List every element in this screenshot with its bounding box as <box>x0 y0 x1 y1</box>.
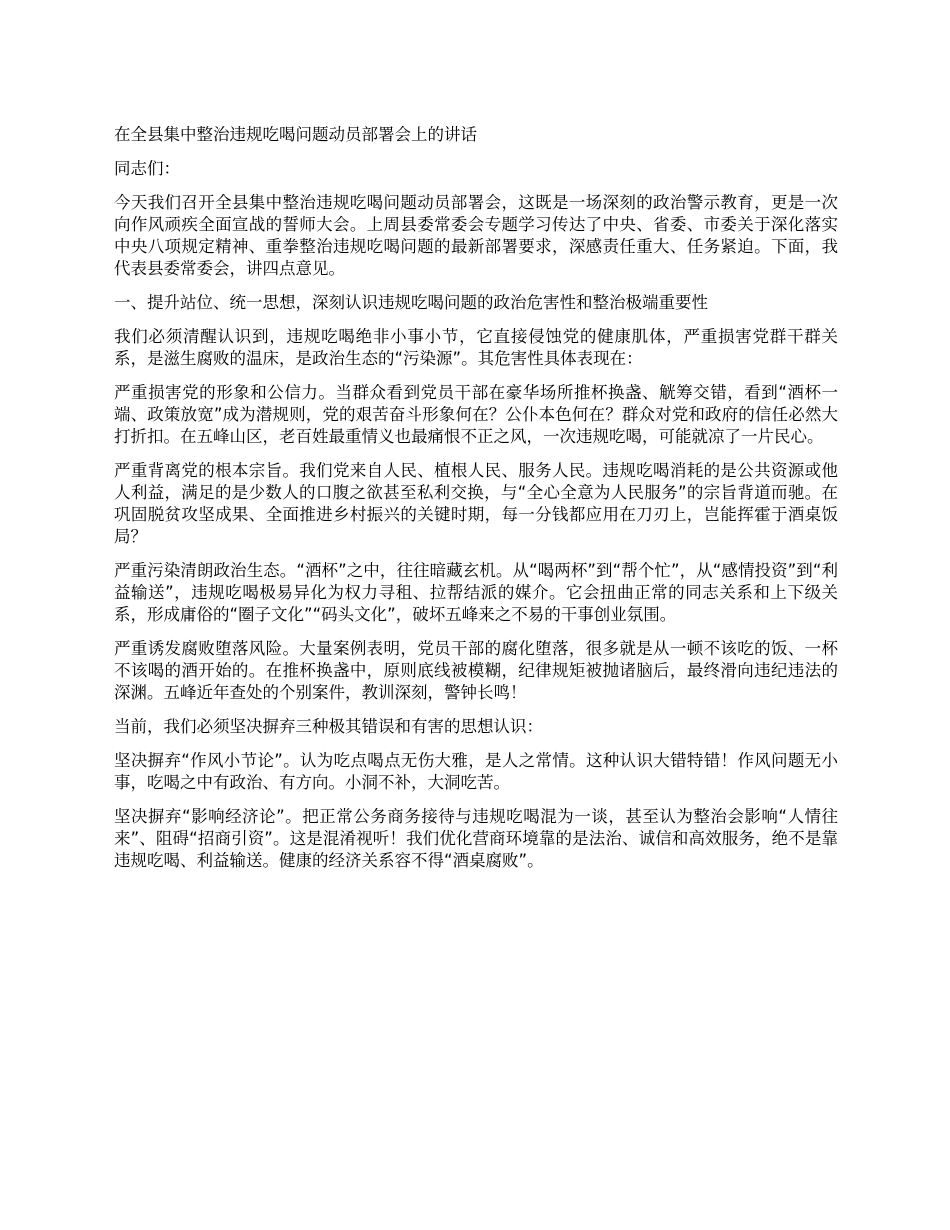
salutation: 同志们： <box>114 159 180 178</box>
paragraph: 当前，我们必须坚决摒弃三种极其错误和有害的思想认识： <box>114 717 543 736</box>
paragraph: 严重损害党的形象和公信力。当群众看到党员干部在豪华场所推杯换盏、觥筹交错，看到“酒杯一端、政策放宽”成为潜规则，党的艰苦奋斗形象何在？公仆本色何在？群众对党和政府的信任必然大打折扣。在五峰山区，老百姓最重情义也最痛恨不正之风，一次违规吃喝，可能就凉了一片民心。 <box>114 383 838 446</box>
paragraph: 严重背离党的根本宗旨。我们党来自人民、植根人民、服务人民。违规吃喝消耗的是公共资源或他人利益，满足的是少数人的口腹之欲甚至私利交换，与“全心全意为人民服务”的宗旨背道而驰。在巩固脱贫攻坚成果、全面推进乡村振兴的关键时期，每一分钱都应用在刀刃上，岂能挥霍于酒桌饭局？ <box>114 461 838 546</box>
document-title: 在全县集中整治违规吃喝问题动员部署会上的讲话 <box>114 125 477 144</box>
paragraph: 坚决摒弃“影响经济论”。把正常公务商务接待与违规吃喝混为一谈，甚至认为整治会影响“人情往来”、阻碍“招商引资”。这是混淆视听！我们优化营商环境靠的是法治、诚信和高效服务，绝不是靠违规吃喝、利益输送。健康的经济关系容不得“酒桌腐败”。 <box>114 807 838 870</box>
paragraph-intro: 今天我们召开全县集中整治违规吃喝问题动员部署会，这既是一场深刻的政治警示教育，更是一次向作风顽疾全面宣战的誓师大会。上周县委常委会专题学习传达了中央、省委、市委关于深化落实中央八项规定精神、重拳整治违规吃喝问题的最新部署要求，深感责任重大、任务紧迫。下面，我代表县委常委会，讲四点意见。 <box>114 193 838 278</box>
paragraph: 坚决摒弃“作风小节论”。认为吃点喝点无伤大雅，是人之常情。这种认识大错特错！作风问题无小事，吃喝之中有政治、有方向。小洞不补，大洞吃苦。 <box>114 751 838 792</box>
document-body <box>114 124 838 884</box>
section-heading-1: 一、提升站位、统一思想，深刻认识违规吃喝问题的政治危害性和整治极端重要性 <box>114 293 708 312</box>
paragraph: 严重诱发腐败堕落风险。大量案例表明，党员干部的腐化堕落，很多就是从一顿不该吃的饭、一杯不该喝的酒开始的。在推杯换盏中，原则底线被模糊，纪律规矩被抛诸脑后，最终滑向违纪违法的深渊。五峰近年查处的个别案件，教训深刻，警钟长鸣！ <box>114 639 838 702</box>
paragraph: 严重污染清朗政治生态。“酒杯”之中，往往暗藏玄机。从“喝两杯”到“帮个忙”，从“感情投资”到“利益输送”，违规吃喝极易异化为权力寻租、拉帮结派的媒介。它会扭曲正常的同志关系和上下级关系，形成庸俗的“圈子文化”“码头文化”，破坏五峰来之不易的干事创业氛围。 <box>114 561 838 624</box>
paragraph: 我们必须清醒认识到，违规吃喝绝非小事小节，它直接侵蚀党的健康肌体，严重损害党群干群关系，是滋生腐败的温床，是政治生态的“污染源”。其危害性具体表现在： <box>114 327 838 368</box>
